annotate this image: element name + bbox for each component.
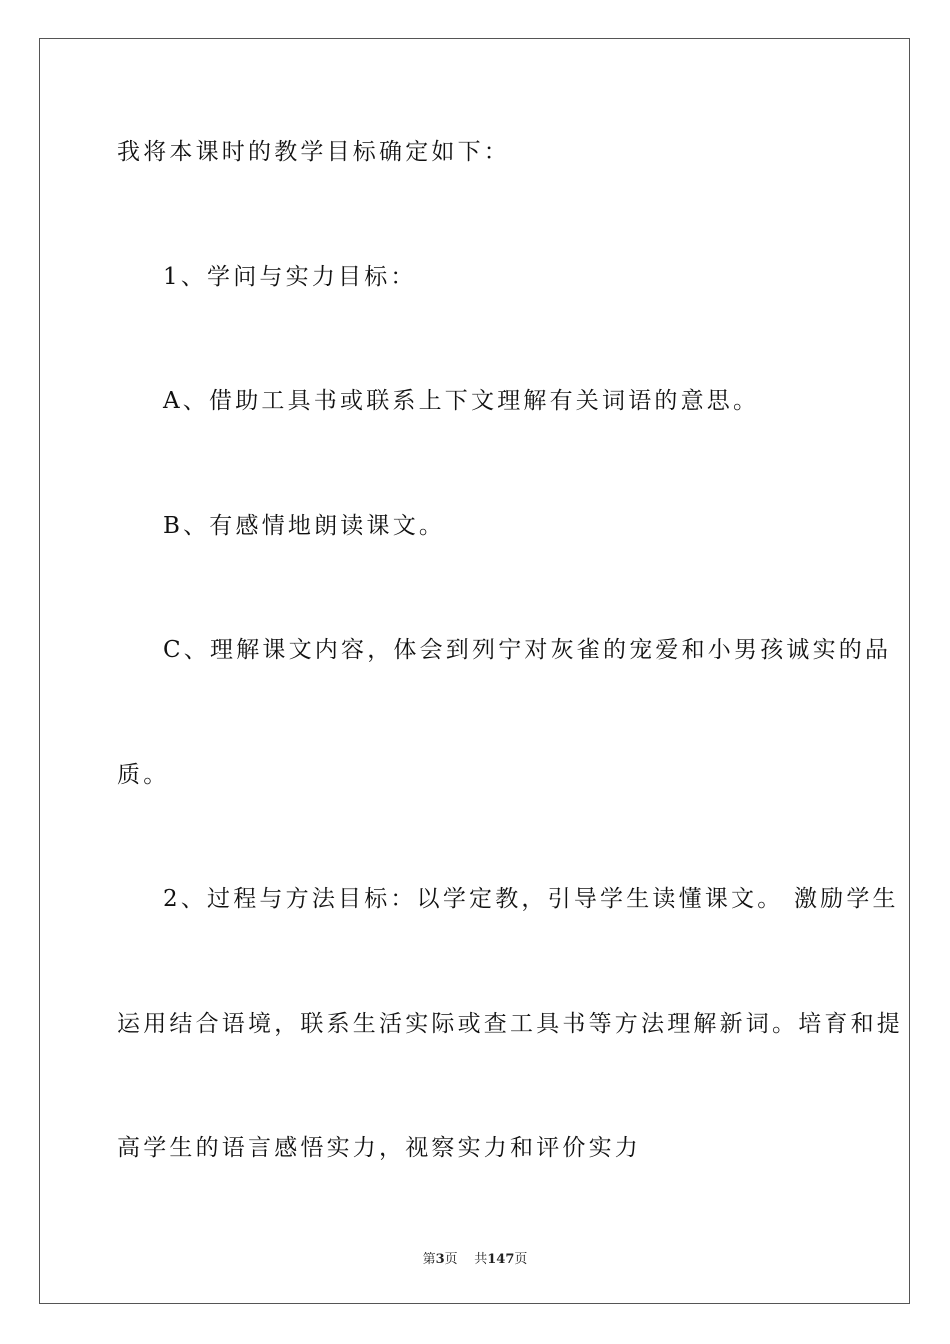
paragraph-goal-2-cont-2: 高学生的语言感悟实力，视察实力和评价实力 bbox=[117, 1135, 641, 1161]
paragraph-goal-2: 2、过程与方法目标：以学定教，引导学生读懂课文。 激励学生 bbox=[163, 886, 899, 912]
footer-total-prefix: 共 bbox=[474, 1252, 488, 1267]
page-border bbox=[39, 38, 910, 1304]
footer-page-suffix: 页 bbox=[444, 1252, 458, 1267]
paragraph-goal-1c-cont: 质。 bbox=[117, 762, 170, 788]
footer-page-prefix: 第 bbox=[422, 1252, 436, 1267]
paragraph-goal-2-cont-1: 运用结合语境，联系生活实际或查工具书等方法理解新词。培育和提 bbox=[117, 1011, 903, 1037]
footer-total-pages: 147 bbox=[487, 1252, 515, 1267]
paragraph-goal-1b: B、有感情地朗读课文。 bbox=[163, 513, 446, 539]
footer-page-number: 3 bbox=[435, 1252, 445, 1267]
paragraph-intro: 我将本课时的教学目标确定如下： bbox=[117, 139, 510, 165]
paragraph-goal-1a: A、借助工具书或联系上下文理解有关词语的意思。 bbox=[163, 388, 760, 414]
paragraph-goal-1: 1、学问与实力目标： bbox=[163, 264, 417, 290]
footer-total-suffix: 页 bbox=[514, 1252, 528, 1267]
paragraph-goal-1c: C、理解课文内容，体会到列宁对灰雀的宠爱和小男孩诚实的品 bbox=[163, 637, 892, 663]
page-footer bbox=[0, 1248, 950, 1267]
